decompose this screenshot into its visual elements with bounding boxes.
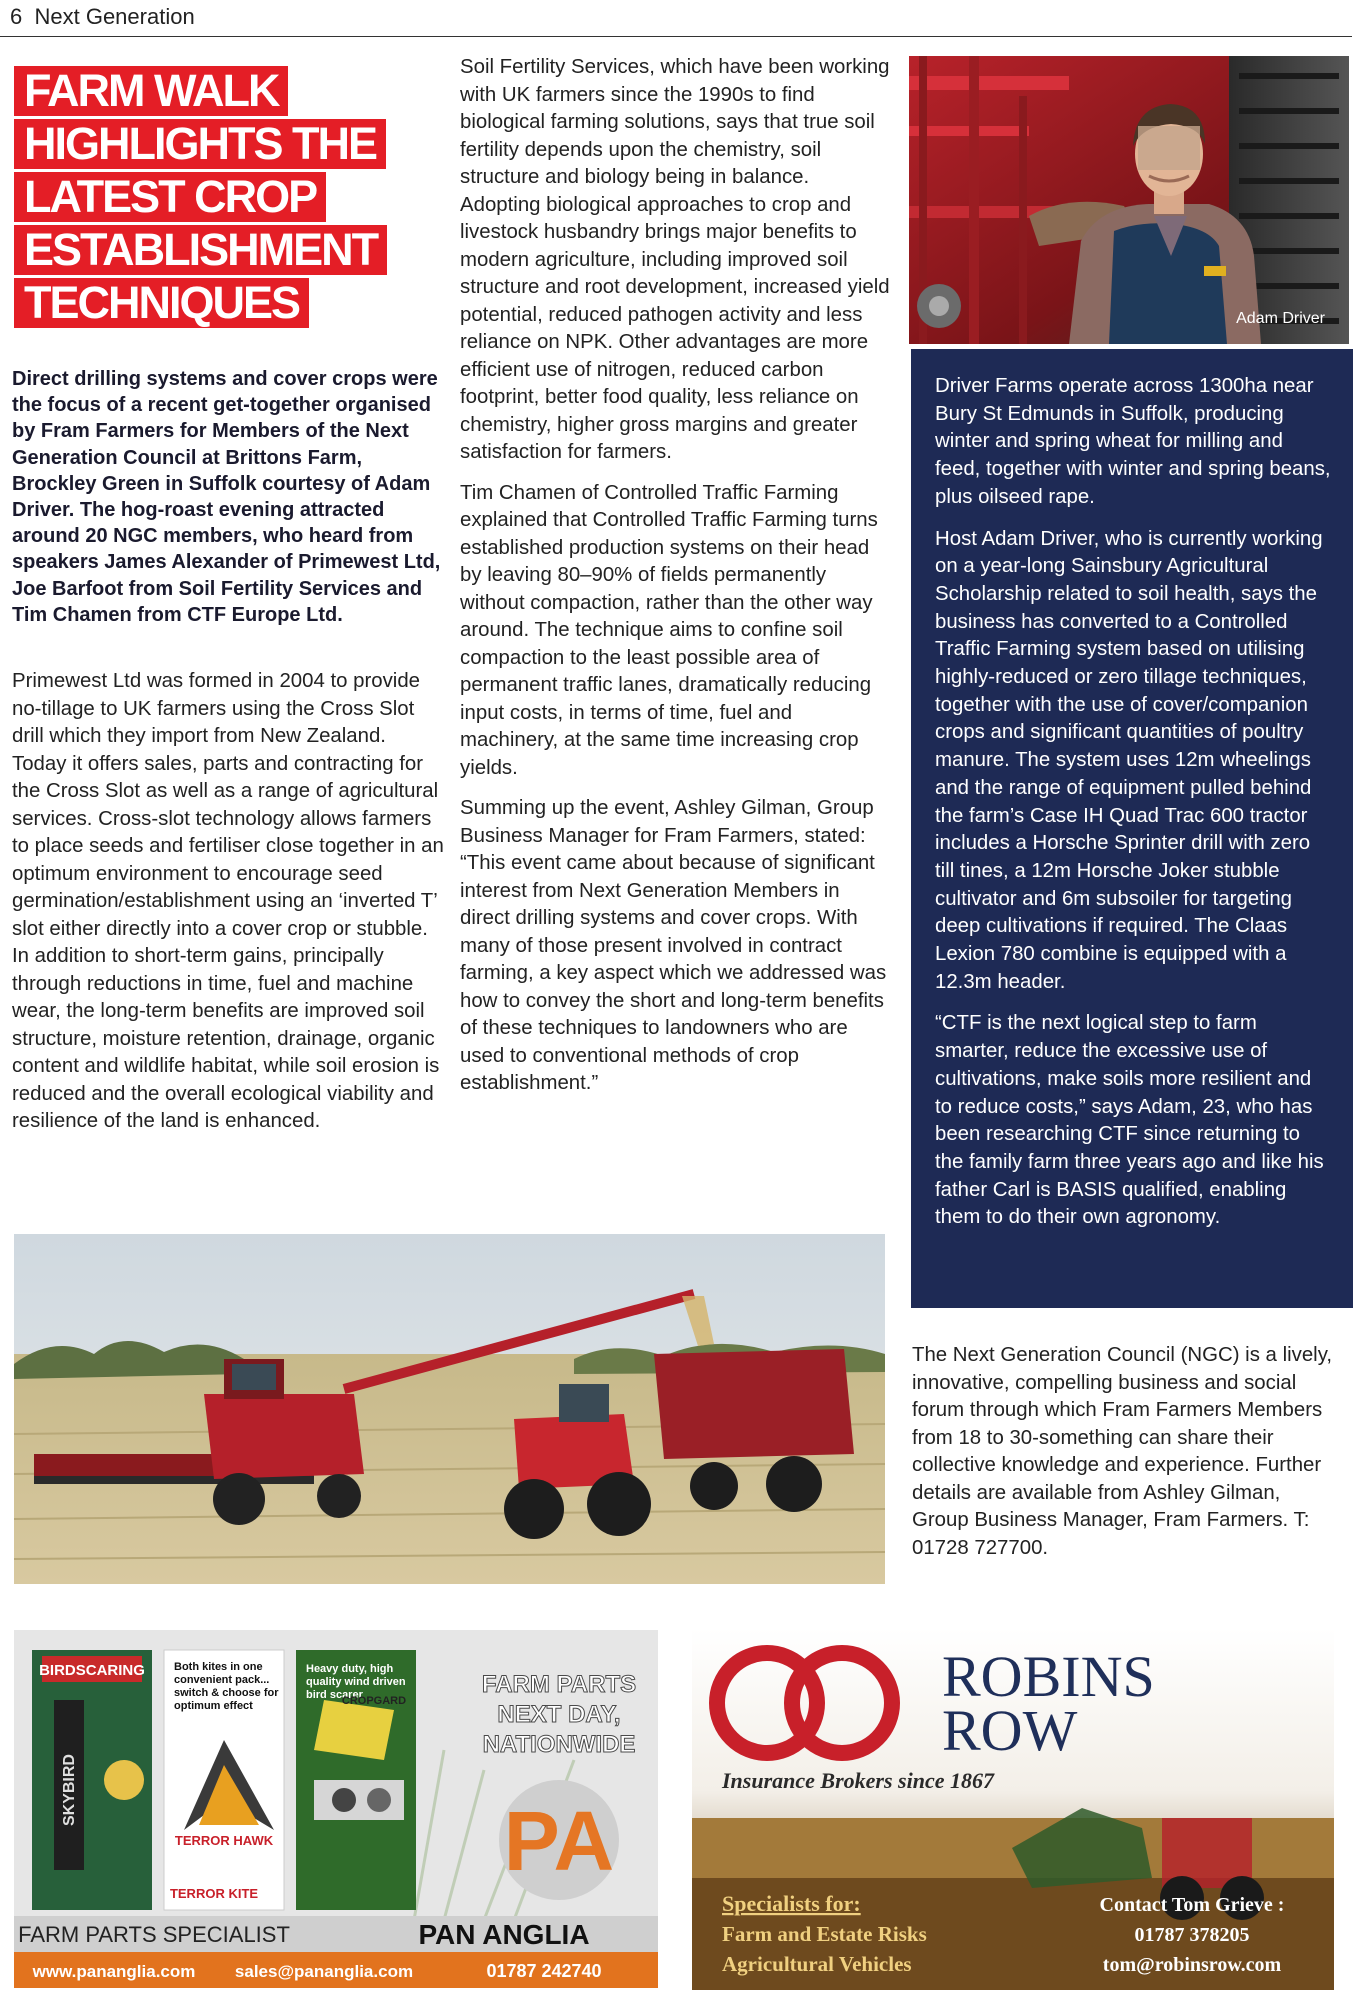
robins-row-advert: [692, 1628, 1334, 1990]
headline-line: FARM WALK: [14, 66, 288, 116]
robins-row-illustration: [692, 1628, 1334, 1990]
pan-tagline: FARM PARTS SPECIALIST: [18, 1922, 290, 1947]
headline-line: HIGHLIGHTS THE: [14, 119, 386, 169]
paragraph: Tim Chamen of Controlled Traffic Farming explained that Controlled Traffic Farming turns established production systems on their head by leaving 80–90% of fields permanently without compaction, rather than the other way around. The technique aims to confine soil compaction to the least possible area of permanent traffic lanes, dramatically reducing input costs, in terms of time, fuel and machinery, at the same time increasing crop yields.: [460, 481, 878, 779]
article-column-1: [12, 668, 444, 1149]
robins-email: tom@robinsrow.com: [1102, 1954, 1282, 1976]
scarer-brand: CROPGARD: [341, 1695, 407, 1707]
robins-phone: 01787 378205: [1134, 1924, 1250, 1946]
combine-illustration: [14, 1234, 885, 1584]
photo-caption: Adam Driver: [1236, 310, 1325, 327]
paragraph: Host Adam Driver, who is currently working on a year-long Sainsbury Agricultural Scholarship related to soil health, says the business has converted to a Controlled Traffic Farming system based on utilising highly-reduced or zero tillage techniques, together with the use of cover/companion crops and significant quantities of poultry manure. The system uses 12m wheelings and the range of equipment pulled behind the farm’s Case IH Quad Trac 600 tractor includes a Horsche Sprinter drill with zero till tines, a 12m Horsche Joker stubble cultivator and 6m subsoiler for targeting deep cultivations if required. The Claas Lexion 780 combine is equipped with a 12.3m header.: [935, 527, 1323, 993]
pan-phone: 01787 242740: [486, 1961, 602, 1981]
kite-text: Both kites in one convenient pack... switch & choose for optimum effect: [174, 1661, 279, 1712]
paragraph: Summing up the event, Ashley Gilman, Group Business Manager for Fram Farmers, stated: “This event came about because of significant interest from Next Generation Members in direct drilling systems and cover crops. With many of those present involved in contract farming, a key aspect which we addressed was how to convey the short and long-term benefits of these techniques to landowners who are used to conventional methods of crop establishment.”: [460, 797, 887, 1094]
pan-anglia-logo: PA: [503, 1794, 615, 1888]
specialists-title: Specialists for:: [722, 1891, 861, 1916]
pan-company: PAN ANGLIA: [418, 1919, 590, 1950]
specialists-item: Agricultural Vehicles: [722, 1952, 912, 1976]
promo-line-2: NEXT DAY,: [497, 1701, 621, 1728]
section-title: Next Generation: [34, 4, 195, 29]
article-column-2: [460, 54, 892, 1111]
paragraph: Soil Fertility Services, which have been working with UK farmers since the 1990s to find biological farming solutions, says that true soil fertility depends upon the chemistry, soil structure and biology being in balance. Adopting biological approaches to crop and livestock husbandry brings major benefits to modern agriculture, including improved soil structure and root development, increased yield potential, reduced pathogen activity and less reliance on NPK. Other advantages are more efficient use of nitrogen, reduced carbon footprint, better food quality, less reliance on chemistry, higher gross margins and greater satisfaction for farmers.: [460, 56, 890, 463]
headline-line: ESTABLISHMENT: [14, 225, 387, 275]
robins-name-1: ROBINS: [942, 1644, 1155, 1709]
article-headline: [14, 66, 434, 331]
scarer-text: Heavy duty, high quality wind driven bird scarer: [306, 1663, 406, 1701]
robins-tagline: Insurance Brokers since 1867: [722, 1768, 994, 1793]
specialists-item: Farm and Estate Risks: [722, 1922, 927, 1946]
kite-brand: TERROR HAWK: [174, 1833, 274, 1848]
pan-email: sales@pananglia.com: [234, 1962, 414, 1981]
header-rule: [0, 36, 1352, 37]
ngc-info: The Next Generation Council (NGC) is a lively, innovative, compelling business and social forum through which Fram Farmers Members from 18 to 30-something can share their collective knowledge and experience. Further details are available from Ashley Gilman, Group Business Manager, Fram Farmers. T: 01728 727700.: [912, 1344, 1333, 1559]
paragraph: Primewest Ltd was formed in 2004 to provide no-tillage to UK farmers using the Cross Slot drill which they import from New Zealand. Today it offers sales, parts and contracting for the Cross Slot as well as a range of agricultural services. Cross-slot technology allows farmers to place seeds and fertiliser close together in an optimum environment to encourage seed germination/establishment using an ‘inverted T’ slot either directly into a cover crop or stubble. In addition to short-term gains, principally through reductions in time, fuel and machine wear, the long-term benefits are improved soil structure, moisture retention, drainage, organic content and wildlife habitat, while soil erosion is reduced and the overall ecological viability and resilience of the land is enhanced.: [12, 670, 444, 1132]
pan-anglia-advert: [14, 1630, 658, 1988]
paragraph: Driver Farms operate across 1300ha near Bury St Edmunds in Suffolk, producing winter and spring wheat for milling and feed, together with winter and spring beans, plus oilseed rape.: [935, 375, 1331, 508]
pan-anglia-illustration: [14, 1630, 658, 1988]
combine-harvester-photo: [14, 1234, 885, 1584]
page-header: [10, 4, 195, 30]
robins-name-2: ROW: [942, 1698, 1078, 1763]
page-number: 6: [10, 4, 23, 29]
article-intro: Direct drilling systems and cover crops were the focus of a recent get-together organised by Fram Farmers for Members of the Next Generation Council at Brittons Farm, Brockley Green in Suffolk courtesy of Adam Driver. The hog-roast evening attracted around 20 NGC members, who heard from speakers James Alexander of Primewest Ltd, Joe Barfoot from Soil Fertility Services and Tim Chamen from CTF Europe Ltd.: [12, 368, 441, 626]
pack1-label: BIRDSCARING: [39, 1662, 145, 1679]
headline-line: LATEST CROP: [14, 172, 326, 222]
promo-line-1: FARM PARTS: [481, 1671, 637, 1698]
promo-line-3: NATIONWIDE: [482, 1731, 636, 1758]
robins-contact: Contact Tom Grieve :: [1099, 1894, 1285, 1916]
kite-brand-2: TERROR KITE: [169, 1886, 259, 1901]
pan-website: www.pananglia.com: [32, 1962, 196, 1981]
pack1-brand: SKYBIRD: [61, 1753, 78, 1827]
adam-driver-illustration: [909, 56, 1349, 344]
paragraph: “CTF is the next logical step to farm smarter, reduce the excessive use of cultivations, make soils more resilient and to reduce costs,” says Adam, 23, who has been researching CTF since returning to the family farm three years ago and like his father Carl is BASIS qualified, enabling them to do their own agronomy.: [935, 1012, 1324, 1229]
adam-driver-photo: [909, 56, 1349, 344]
headline-line: TECHNIQUES: [14, 278, 309, 328]
sidebar-box: [911, 349, 1353, 1308]
